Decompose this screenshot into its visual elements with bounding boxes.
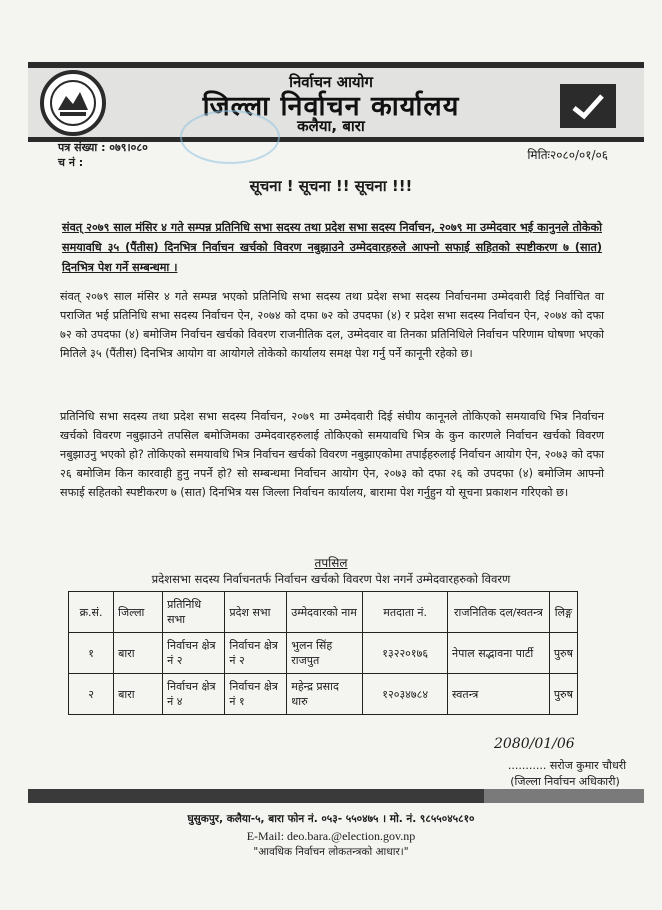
subject-text: संवत् २०७९ साल मंसिर ४ गते सम्पन्न प्रतिनिधि सभा सदस्य तथा प्रदेश सभा सदस्य निर्वाचन, २०७९ मा उम्मेदवार भई कानुनले तोकेको समयावधि ३५ (पैंतीस) दिनभित्र निर्वाचन खर्चको विवरण नबुझाउने उम्मेदवारहरुले आफ्नो सफाई सहितको स्पष्टीकरण ७ (सात) दिनभित्र पेश गर्ने सम्बन्धमा । bbox=[62, 221, 602, 274]
footer-slogan: "आवधिक निर्वाचन लोकतन्त्रको आधार।" bbox=[253, 846, 409, 858]
cell-provincial-assembly: निर्वाचन क्षेत्र नं २ bbox=[225, 633, 287, 674]
letter-date: मितिः२०८०/०१/०६ bbox=[527, 148, 608, 162]
cell-party: नेपाल सद्भावना पार्टी bbox=[448, 633, 550, 674]
table-header-row bbox=[69, 592, 578, 633]
col-gender: लिङ्ग bbox=[549, 592, 577, 633]
col-house-of-reps: प्रतिनिधि सभा bbox=[163, 592, 225, 633]
cell-gender: पुरुष bbox=[549, 674, 577, 715]
officer-title: (जिल्ला निर्वाचन अधिकारी) bbox=[510, 775, 620, 788]
cell-district: बारा bbox=[114, 633, 163, 674]
col-district: जिल्ला bbox=[114, 592, 163, 633]
col-serial: क्र.सं. bbox=[69, 592, 114, 633]
cell-serial: १ bbox=[69, 633, 114, 674]
table-row bbox=[69, 633, 578, 674]
signature-dots: ........... bbox=[507, 759, 547, 772]
cell-house-of-reps: निर्वाचन क्षेत्र नं २ bbox=[163, 633, 225, 674]
footer-email[interactable]: E-Mail: deo.bara.@election.gov.np bbox=[246, 829, 416, 843]
cell-district: बारा bbox=[114, 674, 163, 715]
col-provincial-assembly: प्रदेश सभा bbox=[225, 592, 287, 633]
footer-address: घुसुकपुर, कलैया-५, बारा फोन नं. ०५३- ५५०४७५ । मो. नं. ९८५५०४५८१० bbox=[187, 813, 475, 825]
officer-signature: 2080/01/06 bbox=[494, 736, 575, 752]
cell-gender: पुरुष bbox=[549, 633, 577, 674]
office-name: जिल्ला निर्वाचन कार्यालय bbox=[202, 91, 460, 122]
cell-voter-number: १२०३४७८४ bbox=[363, 674, 448, 715]
col-candidate-name: उम्मेदवारको नाम bbox=[287, 592, 363, 633]
cell-candidate-name: भुलन सिंह राजपुत bbox=[287, 633, 363, 674]
cell-house-of-reps: निर्वाचन क्षेत्र नं ४ bbox=[163, 674, 225, 715]
letterhead-top-stripe bbox=[28, 62, 644, 68]
officer-name-text: सरोज कुमार चौधरी bbox=[549, 759, 627, 772]
cell-candidate-name: महेन्द्र प्रसाद थारु bbox=[287, 674, 363, 715]
officer-name bbox=[492, 758, 642, 773]
cell-voter-number: १३२२०१७६ bbox=[363, 633, 448, 674]
candidates-table bbox=[68, 591, 578, 715]
table-row bbox=[69, 674, 578, 715]
col-party: राजनितिक दल/स्वतन्त्र bbox=[448, 592, 550, 633]
col-voter-number: मतदाता नं. bbox=[363, 592, 448, 633]
notice-title: सूचना ! सूचना !! सूचना !!! bbox=[249, 177, 413, 195]
cell-party: स्वतन्त्र bbox=[448, 674, 550, 715]
office-stamp-icon bbox=[180, 110, 280, 164]
table-caption: प्रदेशसभा सदस्य निर्वाचनतर्फ निर्वाचन खर्चको विवरण पेश नगर्ने उम्मेदवारहरुको विवरण bbox=[151, 572, 511, 586]
cell-provincial-assembly: निर्वाचन क्षेत्र नं १ bbox=[225, 674, 287, 715]
body-paragraph-1: संवत् २०७९ साल मंसिर ४ गते सम्पन्न भएको प्रतिनिधि सभा सदस्य तथा प्रदेश सभा सदस्य निर्वाचनमा उम्मेदवारी दिई निर्वाचित वा पराजित भई प्रतिनिधि सभा सदस्य निर्वाचन ऐन, २०७४ को दफा ७२ को उपदफा (४) र प्रदेश सभा सदस्य निर्वाचन ऐन, २०७४ को दफा ७२ को उपदफा (४) बमोजिम निर्वाचन खर्चको विवरण राजनीतिक दल, उम्मेदवार वा तिनका प्रतिनिधिले निर्वाचन परिणाम घोषणा भएको मितिले ३५ (पैंतीस) दिनभित्र आयोग वा आयोगले तोकेको कार्यालय समक्ष पेश गर्नु पर्ने कानूनी रहेको छ। bbox=[60, 290, 604, 360]
schedule-heading: तपसिल bbox=[314, 556, 348, 570]
cell-serial: २ bbox=[69, 674, 114, 715]
dispatch-number: च नं : bbox=[58, 156, 84, 169]
office-location: कलैया, बारा bbox=[297, 117, 365, 135]
reference-number: पत्र संख्या : ०७९।०८० bbox=[58, 141, 148, 154]
commission-name: निर्वाचन आयोग bbox=[289, 73, 373, 91]
subject-line bbox=[62, 218, 602, 278]
body-paragraph-2: प्रतिनिधि सभा सदस्य तथा प्रदेश सभा सदस्य निर्वाचन, २०७९ मा उम्मेदवारी दिई संघीय कानूनले तोकिएको समयावधि भित्र निर्वाचन खर्चको विवरण नबुझाउने तपसिल बमोजिमका उम्मेदवारहरुलाई तोकिएको समयावधि भित्र के कुन कारणले निर्वाचन खर्चको विवरण नबुझाउनु भएको हो? तोकिएको समयावधि भित्र निर्वाचन खर्चको विवरण नबुझाएकोमा तपाईहरुलाई निर्वाचन आयोग ऐन, २०७३ को दफा २६ बमोजिम किन कारवाही हुनु नपर्ने हो? सो सम्बन्धमा निर्वाचन आयोग ऐन, २०७३ को दफा २६ को उपदफा (४) बमोजिम आफ्नो सफाई सहितको स्पष्टीकरण ७ (सात) दिनभित्र यस जिल्ला निर्वाचन कार्यालय, बारामा पेश गर्नुहुन यो सूचना प्रकाशन गरिएको छ। bbox=[60, 410, 604, 499]
